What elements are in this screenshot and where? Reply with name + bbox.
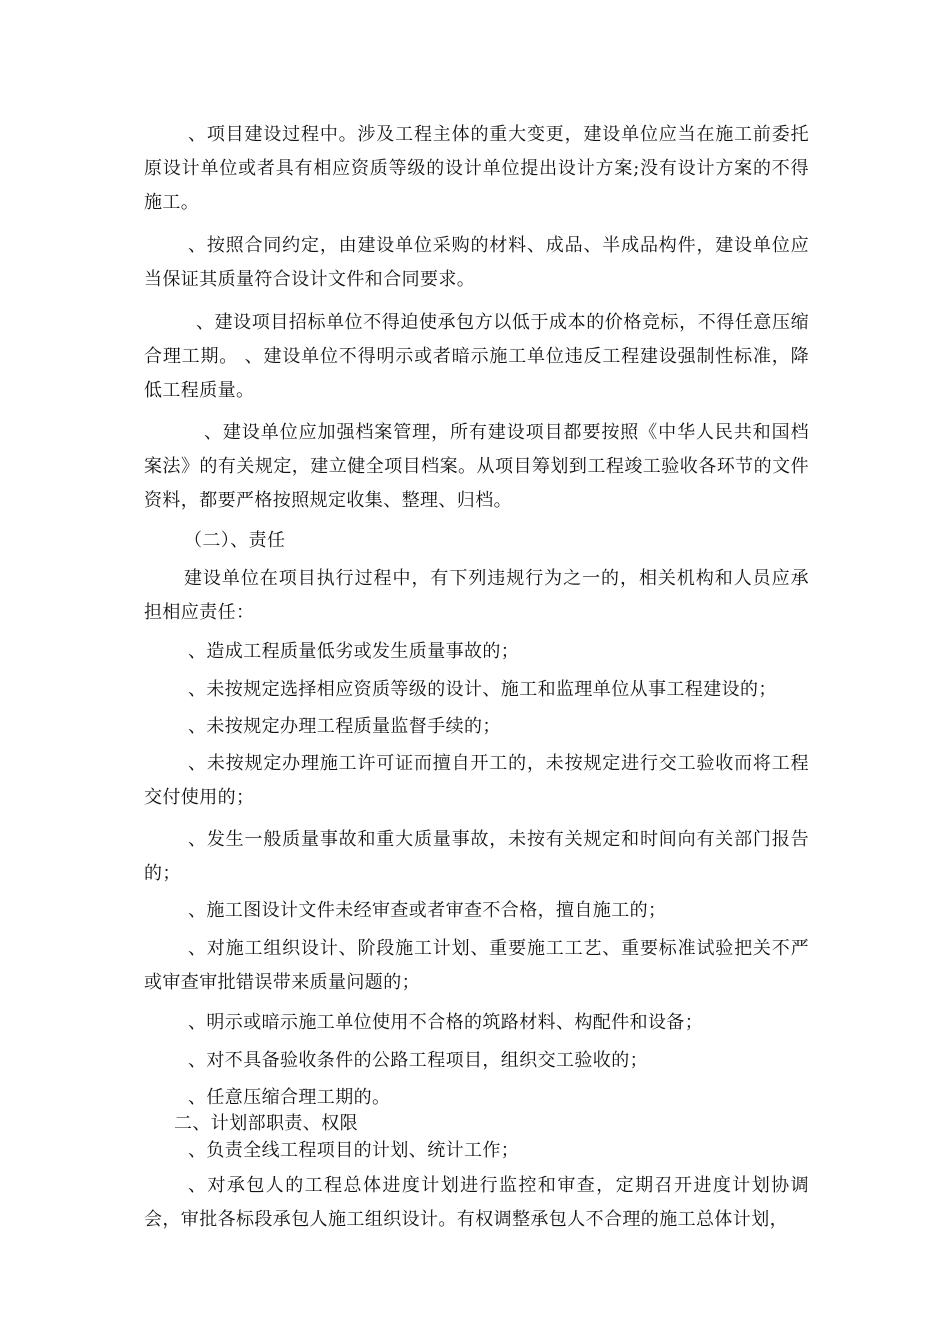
list-item-acceptance-conditions: 、对不具备验收条件的公路工程项目，组织交工验收的；: [188, 1050, 648, 1071]
section-heading-planning-department: 二、计划部职责、权限: [174, 1113, 358, 1134]
paragraph-archive-management: 、建设单位应加强档案管理，所有建设项目都要按照《中华人民共和国档案法》的有关规定，建立健全项目档案。从项目筹划到工程竣工验收各环节的文件资料，都要严格按照规定收集、整理、归档。: [144, 422, 809, 511]
paragraph-material-quality: 、按照合同约定，由建设单位采购的材料、成品、半成品构件，建设单位应当保证其质量符合设计文件和合同要求。: [144, 235, 809, 290]
list-item-unqualified-materials: 、明示或暗示施工单位使用不合格的筑路材料、构配件和设备；: [188, 1012, 704, 1033]
list-item-qualification: 、未按规定选择相应资质等级的设计、施工和监理单位从事工程建设的；: [188, 679, 777, 700]
list-item-construction-period: 、任意压缩合理工期的。: [188, 1087, 391, 1108]
paragraph-bidding-rules: 、建设项目招标单位不得迫使承包方以低于成本的价格竞标，不得任意压缩合理工期。 、建设单位不得明示或者暗示施工单位违反工程建设强制性标准，降低工程质量。: [144, 312, 809, 401]
list-item-construction-permit: 、未按规定办理施工许可证而擅自开工的，未按规定进行交工验收而将工程交付使用的；: [144, 753, 809, 808]
list-item-drawing-review: 、施工图设计文件未经审查或者审查不合格，擅自施工的；: [188, 900, 667, 921]
section-heading-responsibility: （二）、责任: [184, 530, 286, 551]
list-item-construction-organization: 、对施工组织设计、阶段施工计划、重要施工工艺、重要标准试验把关不严或审查审批错误带来质量问题的；: [144, 938, 809, 993]
list-item-planning-statistics: 、负责全线工程项目的计划、统计工作；: [188, 1140, 520, 1161]
list-item-quality-supervision: 、未按规定办理工程质量监督手续的；: [188, 716, 501, 737]
list-item-progress-monitoring: 、对承包人的工程总体进度计划进行监控和审查，定期召开进度计划协调会，审批各标段承包人施工组织设计。有权调整承包人不合理的施工总体计划，: [144, 1175, 809, 1230]
paragraph-responsibility-intro: 建设单位在项目执行过程中，有下列违规行为之一的，相关机构和人员应承担相应责任：: [144, 568, 809, 623]
list-item-quality-accident: 、造成工程质量低劣或发生质量事故的；: [188, 641, 520, 662]
list-item-accident-report: 、发生一般质量事故和重大质量事故，未按有关规定和时间向有关部门报告的；: [144, 829, 809, 884]
paragraph-design-change: 、项目建设过程中。涉及工程主体的重大变更，建设单位应当在施工前委托原设计单位或者具有相应资质等级的设计单位提出设计方案;没有设计方案的不得施工。: [144, 124, 809, 213]
